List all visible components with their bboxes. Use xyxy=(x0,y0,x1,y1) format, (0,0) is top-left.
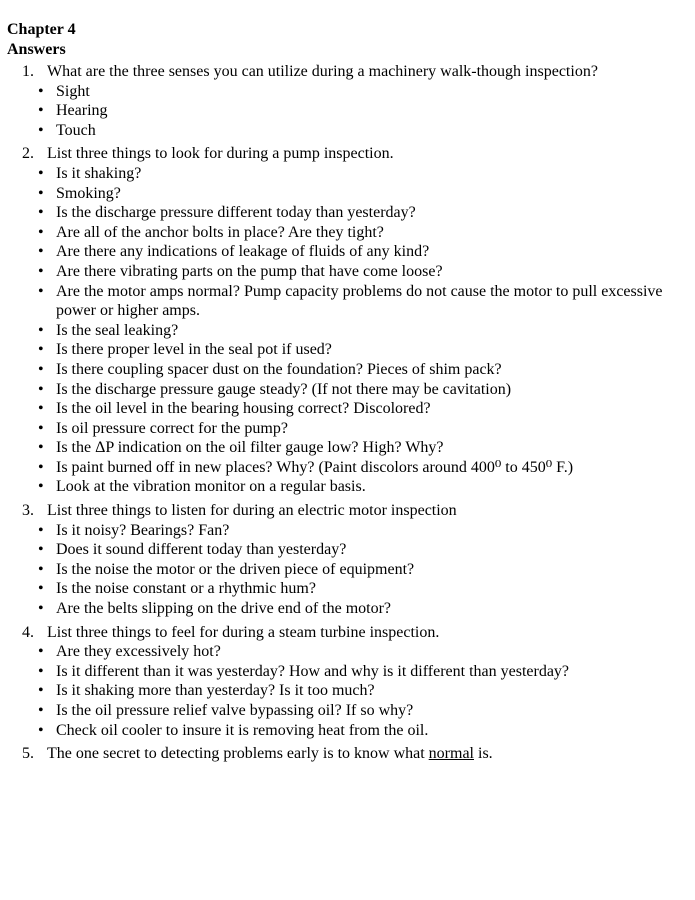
question-5 xyxy=(7,744,695,764)
bullet-icon: • xyxy=(38,282,44,300)
question-text: List three things to feel for during a steam turbine inspection. xyxy=(47,623,440,641)
list-item: • Are the belts slipping on the drive end of the motor? xyxy=(38,600,392,618)
list-item: • Smoking? xyxy=(38,184,121,202)
list-item: • Check oil cooler to insure it is removing heat from the oil. xyxy=(38,721,429,739)
question-1 xyxy=(7,62,695,140)
bullet-icon: • xyxy=(38,262,44,280)
list-item: • Is the noise the motor or the driven piece of equipment? xyxy=(38,560,415,578)
bullet-icon: • xyxy=(38,184,44,202)
question-number: 1. xyxy=(22,63,34,80)
list-item: • Is the oil level in the bearing housing correct? Discolored? xyxy=(38,400,431,418)
question-text: List three things to listen for during an electric motor inspection xyxy=(47,502,457,520)
question-number: 2. xyxy=(22,145,34,163)
bullet-icon: • xyxy=(38,702,44,719)
bullet-icon: • xyxy=(38,419,44,437)
bullet-icon: • xyxy=(38,458,44,476)
bullet-icon: • xyxy=(38,541,44,559)
bullet-icon: • xyxy=(38,360,44,378)
list-item: • Is oil pressure correct for the pump? xyxy=(38,419,288,437)
question-text: The one secret to detecting problems early is to know what normal is. xyxy=(47,745,493,763)
list-item: • Are all of the anchor bolts in place? Are they tight? xyxy=(38,223,384,241)
bullet-icon: • xyxy=(38,341,44,359)
list-item: • Is it shaking? xyxy=(38,164,142,182)
list-item: • Does it sound different today than yesterday? xyxy=(38,541,347,559)
list-item: • Are there any indications of leakage of fluids of any kind? xyxy=(38,243,430,261)
list-item: • Is there proper level in the seal pot if used? xyxy=(38,341,332,359)
bullet-icon: • xyxy=(38,600,44,618)
list-item: • Are they excessively hot? xyxy=(38,643,221,661)
list-item: • Is the discharge pressure different today than yesterday? xyxy=(38,204,416,222)
list-item: • Is it shaking more than yesterday? Is it too much? xyxy=(38,682,375,700)
bullet-icon: • xyxy=(38,521,44,539)
question-2 xyxy=(7,144,695,497)
underlined-word: normal xyxy=(428,745,474,763)
bullet-icon: • xyxy=(38,580,44,598)
question-text: What are the three senses you can utilize during a machinery walk-though inspection? xyxy=(47,63,598,80)
answer-list xyxy=(7,164,695,497)
question-text: List three things to look for during a pump inspection. xyxy=(47,145,394,163)
answer-list xyxy=(7,521,695,619)
question-number: 5. xyxy=(22,745,34,763)
bullet-icon: • xyxy=(38,380,44,398)
bullet-icon: • xyxy=(38,82,44,100)
bullet-icon: • xyxy=(38,121,44,139)
list-item: • Hearing xyxy=(38,102,108,120)
answers-title: Answers xyxy=(7,41,66,58)
question-list xyxy=(7,62,695,764)
bullet-icon: • xyxy=(38,682,44,700)
list-item: • Is the ΔP indication on the oil filter gauge low? High? Why? xyxy=(38,439,444,457)
chapter-title: Chapter 4 xyxy=(7,21,76,38)
list-item: • Is the oil pressure relief valve bypassing oil? If so why? xyxy=(38,702,414,719)
question-number: 3. xyxy=(22,502,34,520)
bullet-icon: • xyxy=(38,321,44,339)
list-item: • Are there vibrating parts on the pump that have come loose? xyxy=(38,262,443,280)
list-item: • Touch xyxy=(38,121,96,139)
question-number: 4. xyxy=(22,623,34,641)
list-item: • Is paint burned off in new places? Why? (Paint discolors around 400⁰ to 450⁰ F.) xyxy=(38,458,574,476)
answer-list xyxy=(7,82,695,141)
bullet-icon: • xyxy=(38,478,44,496)
bullet-icon: • xyxy=(38,560,44,578)
answer-list xyxy=(7,642,695,740)
list-item: • Is the seal leaking? xyxy=(38,321,179,339)
list-item: • Are the motor amps normal? Pump capacity problems do not cause the motor to pull excessive power or higher amps. xyxy=(38,282,663,320)
bullet-icon: • xyxy=(38,439,44,457)
bullet-icon: • xyxy=(38,204,44,222)
bullet-icon: • xyxy=(38,662,44,680)
list-item: • Is the discharge pressure gauge steady? (If not there may be cavitation) xyxy=(38,380,512,398)
bullet-icon: • xyxy=(38,102,44,120)
bullet-icon: • xyxy=(38,643,44,661)
question-3 xyxy=(7,501,695,619)
bullet-icon: • xyxy=(38,164,44,182)
bullet-icon: • xyxy=(38,223,44,241)
bullet-icon: • xyxy=(38,721,44,739)
list-item: • Is the noise constant or a rhythmic hum? xyxy=(38,580,316,598)
list-item: • Sight xyxy=(38,82,90,100)
list-item: • Is it different than it was yesterday? How and why is it different than yesterday? xyxy=(38,662,570,680)
question-4 xyxy=(7,623,695,741)
list-item: • Look at the vibration monitor on a regular basis. xyxy=(38,478,366,496)
bullet-icon: • xyxy=(38,400,44,418)
list-item: • Is it noisy? Bearings? Fan? xyxy=(38,521,230,539)
bullet-icon: • xyxy=(38,243,44,261)
list-item: • Is there coupling spacer dust on the foundation? Pieces of shim pack? xyxy=(38,360,502,378)
